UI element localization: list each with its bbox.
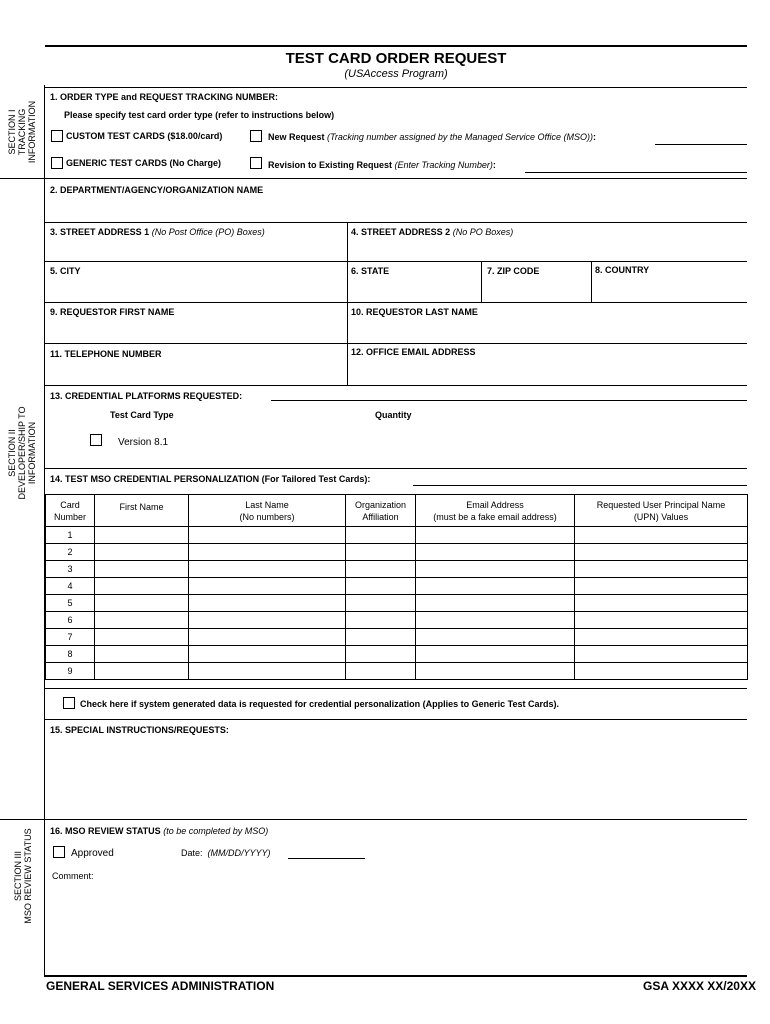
organization-cell[interactable] bbox=[346, 561, 416, 578]
new-request-label: New Request bbox=[268, 132, 325, 142]
date-input[interactable] bbox=[288, 845, 365, 858]
q16-label: 16. MSO REVIEW STATUS (to be completed by MSO) bbox=[50, 826, 269, 836]
date-label: Date: (MM/DD/YYYY) bbox=[181, 848, 271, 858]
row-line-q5-top bbox=[45, 261, 747, 262]
q2-label: 2. DEPARTMENT/AGENCY/ORGANIZATION NAME bbox=[50, 185, 264, 195]
section-sep-2 bbox=[0, 819, 44, 820]
last-name-cell[interactable] bbox=[189, 646, 346, 663]
row-line-q14-top bbox=[45, 468, 747, 469]
q10-label: 10. REQUESTOR LAST NAME bbox=[351, 307, 478, 317]
q15-label: 15. SPECIAL INSTRUCTIONS/REQUESTS: bbox=[50, 725, 229, 735]
first-name-cell[interactable] bbox=[95, 663, 189, 680]
email-cell[interactable] bbox=[416, 527, 575, 544]
existing-tracking-input[interactable] bbox=[525, 159, 747, 172]
email-cell[interactable] bbox=[416, 629, 575, 646]
q16-note: (to be completed by MSO) bbox=[163, 826, 269, 836]
last-name-input[interactable] bbox=[351, 321, 743, 339]
bottom-border bbox=[45, 975, 747, 977]
version-81-label: Version 8.1 bbox=[118, 437, 169, 448]
revision-label: Revision to Existing Request bbox=[268, 160, 393, 170]
header-card-number: Card Number bbox=[46, 495, 95, 527]
generic-test-cards-label: GENERIC TEST CARDS (No Charge) bbox=[66, 158, 222, 168]
card-number-cell: 3 bbox=[46, 561, 95, 578]
table-row bbox=[46, 646, 748, 663]
upn-cell[interactable] bbox=[575, 561, 748, 578]
system-generated-label: Check here if system generated data is requested for credential personalization (Applies to Generic Test Cards). bbox=[80, 699, 559, 709]
approved-checkbox[interactable] bbox=[53, 846, 65, 858]
row-line-q13-top bbox=[45, 385, 747, 386]
system-generated-checkbox[interactable] bbox=[63, 697, 75, 709]
upn-cell[interactable] bbox=[575, 578, 748, 595]
new-request-note: (Tracking number assigned by the Managed Service Office (MSO)) bbox=[327, 132, 593, 142]
custom-test-cards-label: CUSTOM TEST CARDS ($18.00/card) bbox=[66, 131, 223, 141]
first-name-cell[interactable] bbox=[95, 629, 189, 646]
organization-cell[interactable] bbox=[346, 527, 416, 544]
revision-colon: : bbox=[492, 160, 496, 170]
card-number-cell: 2 bbox=[46, 544, 95, 561]
department-input[interactable] bbox=[50, 200, 740, 220]
q12-label: 12. OFFICE EMAIL ADDRESS bbox=[351, 347, 476, 357]
last-name-cell[interactable] bbox=[189, 663, 346, 680]
zip-code-input[interactable] bbox=[487, 280, 587, 298]
q13-underline bbox=[271, 400, 747, 401]
email-cell[interactable] bbox=[416, 612, 575, 629]
email-cell[interactable] bbox=[416, 646, 575, 663]
table-row bbox=[46, 578, 748, 595]
telephone-input[interactable] bbox=[50, 363, 342, 381]
first-name-cell[interactable] bbox=[95, 527, 189, 544]
footer-agency: GENERAL SERVICES ADMINISTRATION bbox=[46, 979, 275, 993]
last-name-cell[interactable] bbox=[189, 629, 346, 646]
approved-label: Approved bbox=[71, 848, 114, 859]
table-header-row bbox=[46, 495, 748, 527]
new-request-text bbox=[268, 132, 596, 142]
email-cell[interactable] bbox=[416, 544, 575, 561]
footer-form-number: GSA XXXX XX/20XX bbox=[643, 979, 756, 993]
table-row bbox=[46, 663, 748, 680]
table-row bbox=[46, 629, 748, 646]
comment-label: Comment: bbox=[52, 871, 94, 881]
first-name-cell[interactable] bbox=[95, 561, 189, 578]
last-name-cell[interactable] bbox=[189, 561, 346, 578]
q13-label: 13. CREDENTIAL PLATFORMS REQUESTED: bbox=[50, 391, 243, 401]
version-81-checkbox[interactable] bbox=[90, 434, 102, 446]
q9-label: 9. REQUESTOR FIRST NAME bbox=[50, 307, 175, 317]
row-line-system-top bbox=[45, 688, 747, 689]
header-organization: Organization Affiliation bbox=[346, 495, 416, 527]
email-cell[interactable] bbox=[416, 578, 575, 595]
header-upn: Requested User Principal Name (UPN) Values bbox=[575, 495, 748, 527]
section-3-label: SECTION III MSO REVIEW STATUS bbox=[13, 828, 33, 924]
first-name-cell[interactable] bbox=[95, 578, 189, 595]
card-number-cell: 7 bbox=[46, 629, 95, 646]
section-2-label: SECTION II DEVELOPER/SHIP TO INFORMATION bbox=[7, 406, 37, 500]
last-name-cell[interactable] bbox=[189, 612, 346, 629]
special-instructions-input[interactable] bbox=[50, 740, 742, 814]
table-row bbox=[46, 544, 748, 561]
street-address-1-input[interactable] bbox=[50, 241, 342, 259]
generic-test-cards-checkbox[interactable] bbox=[51, 157, 63, 169]
table-body bbox=[46, 527, 748, 680]
q8-label: 8. COUNTRY bbox=[595, 265, 650, 275]
q3-label: 3. STREET ADDRESS 1 (No Post Office (PO) Boxes) bbox=[50, 227, 265, 237]
last-name-cell[interactable] bbox=[189, 527, 346, 544]
date-line bbox=[288, 858, 365, 859]
q14-label: 14. TEST MSO CREDENTIAL PERSONALIZATION (For Tailored Test Cards): bbox=[50, 474, 371, 484]
new-request-colon: : bbox=[592, 132, 596, 142]
form-subtitle: (USAccess Program) bbox=[344, 68, 448, 80]
q13-col-type: Test Card Type bbox=[110, 410, 174, 420]
first-name-cell[interactable] bbox=[95, 595, 189, 612]
header-email-address: Email Address (must be a fake email address) bbox=[416, 495, 575, 527]
last-name-cell[interactable] bbox=[189, 595, 346, 612]
upn-cell[interactable] bbox=[575, 629, 748, 646]
street-address-2-input[interactable] bbox=[351, 241, 743, 259]
last-name-cell[interactable] bbox=[189, 544, 346, 561]
form-title: TEST CARD ORDER REQUEST bbox=[285, 50, 507, 67]
revision-text bbox=[268, 160, 496, 170]
organization-cell[interactable] bbox=[346, 663, 416, 680]
upn-cell[interactable] bbox=[575, 612, 748, 629]
upn-cell[interactable] bbox=[575, 544, 748, 561]
row-line-q2-top bbox=[45, 178, 747, 179]
card-number-cell: 6 bbox=[46, 612, 95, 629]
email-cell[interactable] bbox=[416, 663, 575, 680]
tracking-number-line bbox=[655, 144, 747, 145]
row-line-q16-top bbox=[45, 819, 747, 820]
q7-label: 7. ZIP CODE bbox=[487, 266, 540, 276]
organization-cell[interactable] bbox=[346, 578, 416, 595]
personalization-table bbox=[45, 494, 748, 680]
first-name-cell[interactable] bbox=[95, 646, 189, 663]
upn-cell[interactable] bbox=[575, 646, 748, 663]
first-name-cell[interactable] bbox=[95, 612, 189, 629]
card-number-cell: 8 bbox=[46, 646, 95, 663]
revision-checkbox[interactable] bbox=[250, 157, 262, 169]
header-last-name: Last Name (No numbers) bbox=[189, 495, 346, 527]
q13-col-qty: Quantity bbox=[375, 410, 412, 420]
first-name-input[interactable] bbox=[50, 321, 342, 339]
table-row bbox=[46, 595, 748, 612]
q3-note: (No Post Office (PO) Boxes) bbox=[151, 227, 265, 237]
card-number-cell: 9 bbox=[46, 663, 95, 680]
last-name-cell[interactable] bbox=[189, 578, 346, 595]
q14-underline bbox=[413, 485, 747, 486]
row-line-q11-top bbox=[45, 343, 747, 344]
organization-cell[interactable] bbox=[346, 612, 416, 629]
header-first-name: First Name bbox=[95, 495, 189, 527]
q11-label: 11. TELEPHONE NUMBER bbox=[50, 349, 162, 359]
date-format: (MM/DD/YYYY) bbox=[207, 848, 271, 858]
email-cell[interactable] bbox=[416, 595, 575, 612]
organization-cell[interactable] bbox=[346, 595, 416, 612]
comment-input[interactable] bbox=[50, 886, 742, 970]
city-input[interactable] bbox=[50, 280, 342, 298]
email-input[interactable] bbox=[351, 363, 743, 381]
col-line-q7-q8 bbox=[591, 261, 592, 302]
state-input[interactable] bbox=[351, 280, 477, 298]
q5-label: 5. CITY bbox=[50, 266, 81, 276]
card-number-cell: 1 bbox=[46, 527, 95, 544]
row-line-q1-top bbox=[45, 87, 747, 88]
q1-instruction: Please specify test card order type (refer to instructions below) bbox=[64, 110, 335, 120]
upn-cell[interactable] bbox=[575, 663, 748, 680]
organization-cell[interactable] bbox=[346, 544, 416, 561]
existing-tracking-line bbox=[525, 172, 747, 173]
upn-cell[interactable] bbox=[575, 527, 748, 544]
section-sep-1 bbox=[0, 178, 44, 179]
revision-note: (Enter Tracking Number) bbox=[394, 160, 493, 170]
row-line-q9-top bbox=[45, 302, 747, 303]
organization-cell[interactable] bbox=[346, 629, 416, 646]
organization-cell[interactable] bbox=[346, 646, 416, 663]
tracking-number-input[interactable] bbox=[655, 131, 747, 144]
table-row bbox=[46, 612, 748, 629]
row-line-q15-top bbox=[45, 719, 747, 720]
q4-label: 4. STREET ADDRESS 2 (No PO Boxes) bbox=[351, 227, 514, 237]
q6-label: 6. STATE bbox=[351, 266, 390, 276]
top-border bbox=[45, 45, 747, 47]
country-input[interactable] bbox=[595, 280, 743, 298]
q1-label: 1. ORDER TYPE and REQUEST TRACKING NUMBER: bbox=[50, 92, 279, 102]
custom-test-cards-checkbox[interactable] bbox=[51, 130, 63, 142]
upn-cell[interactable] bbox=[575, 595, 748, 612]
table-row bbox=[46, 561, 748, 578]
first-name-cell[interactable] bbox=[95, 544, 189, 561]
col-line-q6-q7 bbox=[481, 261, 482, 302]
q4-note: (No PO Boxes) bbox=[452, 227, 514, 237]
email-cell[interactable] bbox=[416, 561, 575, 578]
version-81-quantity-input[interactable] bbox=[360, 434, 440, 448]
card-number-cell: 4 bbox=[46, 578, 95, 595]
section-1-label: SECTION I TRACKING INFORMATION bbox=[7, 100, 37, 164]
col-line-q3-q4 bbox=[347, 222, 348, 385]
table-row bbox=[46, 527, 748, 544]
row-line-q3-top bbox=[45, 222, 747, 223]
new-request-checkbox[interactable] bbox=[250, 130, 262, 142]
card-number-cell: 5 bbox=[46, 595, 95, 612]
